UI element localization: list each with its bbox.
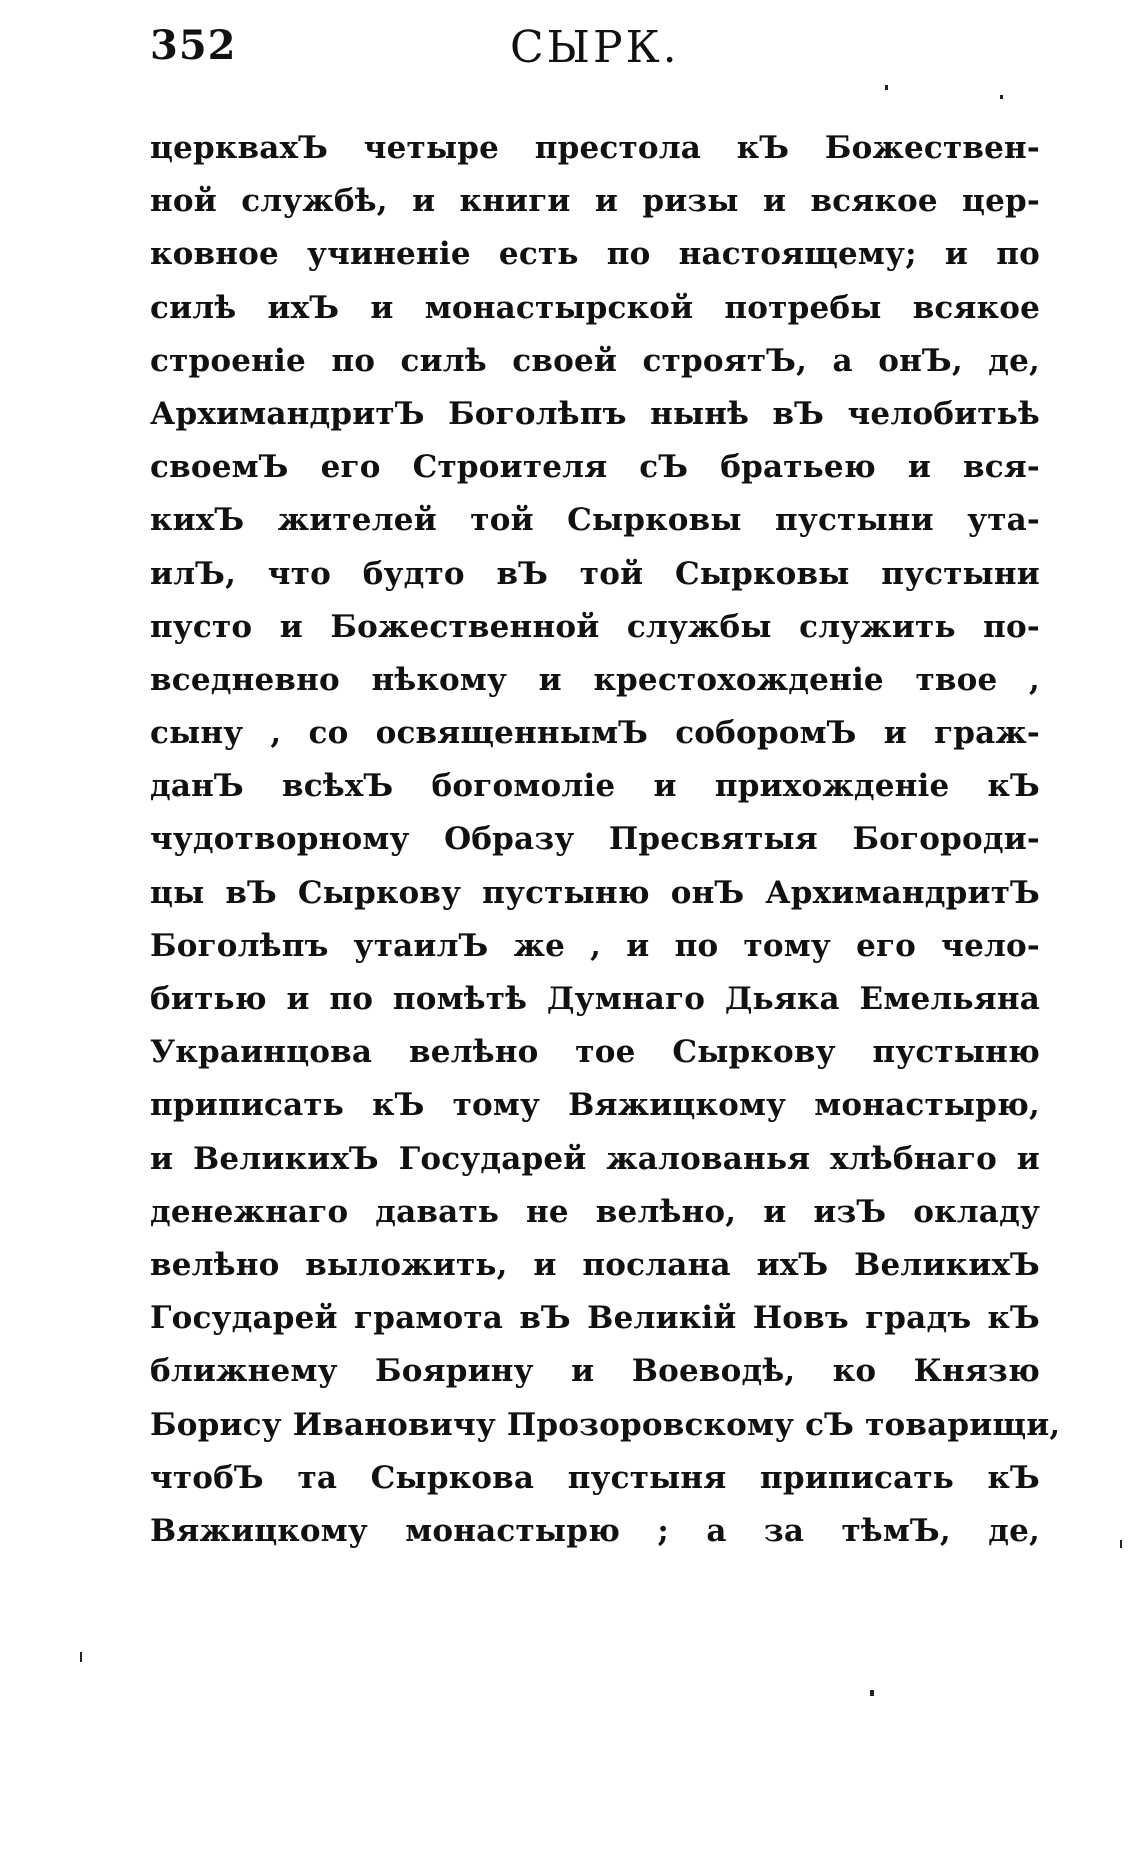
body-text (150, 122, 1061, 1558)
text-line: АрхимандритЪ Боголѣпъ нынѣ вЪ челобитьѣ (150, 395, 1040, 432)
text-line: битью и по помѣтѣ Думнаго Дьяка Емельяна (150, 981, 1040, 1017)
text-line: данЪ всѣхЪ богомоліе и прихожденіе кЪ (150, 768, 1040, 805)
text-line: велѣно выложить, и послана ихЪ ВеликихЪ (150, 1246, 1040, 1283)
text-line: илЪ, что будто вЪ той Сырковы пустыни (150, 555, 1040, 592)
text-line: сыну , со освященнымЪ соборомЪ и граж- (150, 715, 1040, 752)
text-line: ковное учиненіе есть по настоящему; и по (150, 236, 1040, 273)
text-line: Украинцова велѣно тое Сыркову пустыню (150, 1034, 1040, 1071)
text-line: чтобЪ та Сыркова пустыня приписать кЪ (150, 1459, 1040, 1496)
text-line: ной службѣ, и книги и ризы и всякое цер- (150, 183, 1040, 220)
text-line: своемЪ его Строителя сЪ братьею и вся- (150, 449, 1040, 486)
text-line: кихЪ жителей той Сырковы пустыни ута- (150, 502, 1040, 539)
text-line: приписать кЪ тому Вяжицкому монастырю, (150, 1087, 1040, 1124)
text-line: Боголѣпъ утаилЪ же , и по тому его чело- (150, 927, 1040, 964)
text-line: и ВеликихЪ Государей жалованья хлѣбнаго и (150, 1140, 1040, 1177)
text-line: Борису Ивановичу Прозоровскому сЪ товарищи, (150, 1406, 1061, 1443)
text-line: Вяжицкому монастырю ; а за тѣмЪ, де, (150, 1512, 1040, 1549)
text-line: Государей грамота вЪ Великій Новъ градъ кЪ (150, 1300, 1040, 1337)
ink-speck (1120, 1540, 1122, 1548)
text-line: пусто и Божественной службы служить по- (150, 608, 1040, 645)
page-number: 352 (150, 22, 237, 69)
ink-speck (870, 1690, 874, 1696)
ink-speck (1000, 95, 1003, 99)
text-line: строеніе по силѣ своей строятЪ, а онЪ, де, (150, 342, 1040, 379)
ink-speck (885, 85, 888, 90)
text-line: денежнаго давать не велѣно, и изЪ окладу (150, 1193, 1040, 1230)
text-line: силѣ ихЪ и монастырской потребы всякое (150, 289, 1040, 326)
text-line: ближнему Боярину и Воеводѣ, ко Князю (150, 1353, 1040, 1390)
page-header (150, 22, 1030, 92)
ink-speck (80, 1652, 82, 1662)
text-line: чудотворному Образу Пресвятыя Богороди- (150, 821, 1040, 858)
text-line: церквахЪ четыре престола кЪ Божествен- (150, 130, 1040, 166)
text-line: вседневно нѣкому и крестохожденіе твое , (150, 661, 1040, 698)
text-line: цы вЪ Сыркову пустыню онЪ АрхимандритЪ (150, 874, 1040, 911)
running-head: СЫРК. (510, 22, 680, 73)
